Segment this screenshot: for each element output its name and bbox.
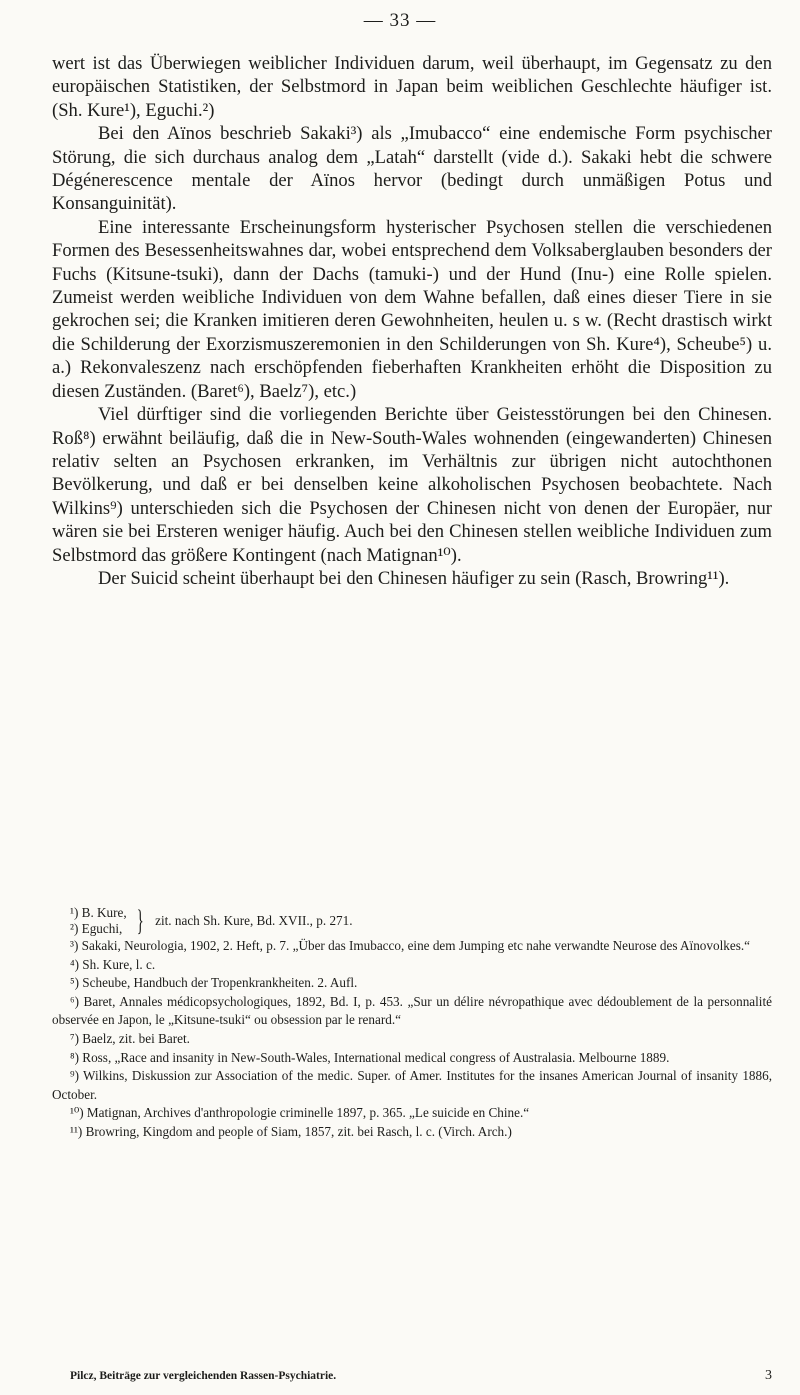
paragraph-1: wert ist das Überwiegen weiblicher Individuen darum, weil überhaupt, im Gegensatz zu den europäischen Statistiken, der Selbstmord in Japan beim weiblichen Geschlechte häufiger ist. (Sh. Kure¹), Eguchi.²)	[52, 53, 772, 121]
footnote-1-2-reference: zit. nach Sh. Kure, Bd. XVII., p. 271.	[155, 912, 353, 928]
footer-source: Pilcz, Beiträge zur vergleichenden Rassen-Psychiatrie.	[70, 1370, 337, 1382]
paragraph-5: Der Suicid scheint überhaupt bei den Chinesen häufiger zu sein (Rasch, Browring¹¹).	[98, 567, 730, 589]
footnote-2: ²) Eguchi,	[70, 921, 123, 936]
footnote-7: ⁷) Baelz, zit. bei Baret.	[70, 1030, 190, 1046]
footnote-6: ⁶) Baret, Annales médicopsychologiques, 1892, Bd. I, p. 453. „Sur un délire névropathique avec dédoublement de la personnalité observée en Japon, le „Kitsune-tsuki“ ou obsession par le renard.“	[52, 993, 772, 1028]
page-number: — 33 —	[363, 10, 437, 31]
paragraph-2: Bei den Aïnos beschrieb Sakaki³) als „Imubacco“ eine endemische Form psychischer Störung, die sich durchaus analog dem „Latah“ darstellt (vide d.). Sakaki hebt die schwere Dégénerescence mentale der Aïnos hervor (bedingt durch unmäßigen Potus und Konsanguinität).	[52, 123, 772, 215]
main-text	[52, 52, 772, 590]
footnote-1-2	[52, 905, 772, 937]
page-footer	[70, 1368, 772, 1384]
footnote-9: ⁹) Wilkins, Diskussion zur Association of the medic. Super. of Amer. Institutes for the insanes American Journal of insanity 1886, October.	[52, 1068, 772, 1102]
paragraph-4: Viel dürftiger sind die vorliegenden Berichte über Geistesstörungen bei den Chinesen. Roß⁸) erwähnt beiläufig, daß die in New-South-Wales wohnenden (eingewanderten) Chinesen relativ selten an Psychosen erkranken, im Verhältnis zur übrigen nicht autochthonen Bevölkerung, und daß er bei denselben keine alkoholischen Psychosen beobachtete. Nach Wilkins⁹) unterschieden sich die Psychosen der Chinesen nicht von denen der Europäer, nur wären sie bei Ersteren weniger häufig. Auch bei den Chinesen stellen weibliche Individuen zum Selbstmord das größere Kontingent (nach Matignan¹⁰).	[52, 404, 772, 566]
curly-brace-icon: }	[136, 904, 144, 937]
footnotes	[52, 905, 772, 1142]
footnote-3: ³) Sakaki, Neurologia, 1902, 2. Heft, p. 7. „Über das Imubacco, eine dem Jumping etc nahe verwandte Neurose des Aïnovolkes.“	[70, 938, 750, 953]
footnote-1: ¹) B. Kure,	[70, 905, 127, 920]
paragraph-3: Eine interessante Erscheinungsform hysterischer Psychosen stellen die verschiedenen Formen des Besessenheitswahnes dar, wobei entsprechend dem Volksaberglauben besonders der Fuchs (Kitsune-tsuki), dann der Dachs (tamuki-) und der Hund (Inu-) eine Rolle spielen. Zumeist werden weibliche Individuen von dem Wahne befallen, daß eines dieser Tiere in sie gekrochen sei; die Kranken imitieren deren Gewohnheiten, heulen u. s w. (Recht drastisch wirkt die Schilderung der Exorzismuszeremonien in den Schilderungen von Sh. Kure⁴), Scheube⁵) u. a.) Rekonvaleszenz nach erschöpfenden fieberhaften Krankheiten erhöht die Disposition zu diesen Zuständen. (Baret⁶), Baelz⁷), etc.)	[52, 216, 772, 402]
footnote-11: ¹¹) Browring, Kingdom and people of Siam, 1857, zit. bei Rasch, l. c. (Virch. Arch.)	[70, 1123, 512, 1139]
footnote-4: ⁴) Sh. Kure, l. c.	[70, 956, 156, 972]
footnote-10: ¹⁰) Matignan, Archives d'anthropologie criminelle 1897, p. 365. „Le suicide en Chine.“	[70, 1105, 530, 1121]
footnote-8: ⁸) Ross, „Race and insanity in New-South-Wales, International medical congress of Australasia. Melbourne 1889.	[70, 1049, 670, 1065]
footnote-1-2-names	[70, 905, 127, 937]
footnote-5: ⁵) Scheube, Handbuch der Tropenkrankheiten. 2. Aufl.	[70, 975, 358, 991]
signature-mark: 3	[765, 1368, 772, 1383]
